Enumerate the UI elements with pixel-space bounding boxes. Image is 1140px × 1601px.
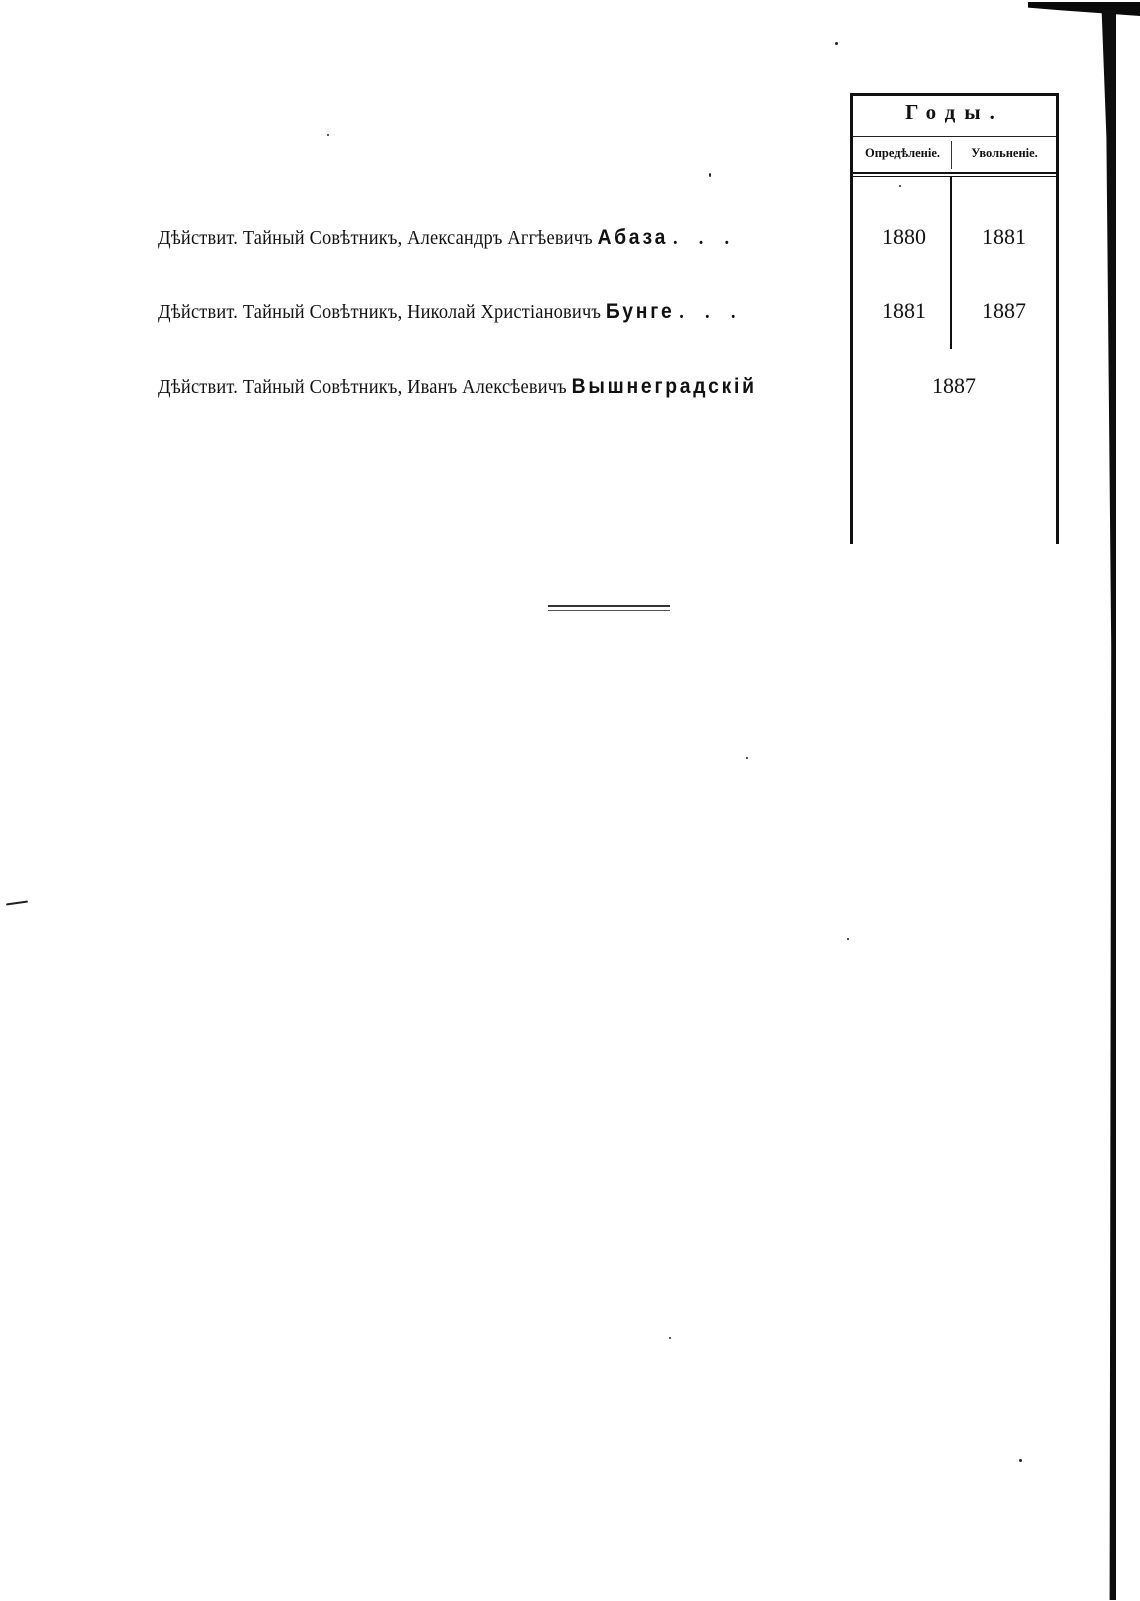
scan-edge-strip: [1100, 10, 1116, 1600]
year-appointed: 1880: [882, 224, 926, 249]
scan-edge-mark: [1028, 2, 1140, 16]
list-item: [158, 226, 788, 250]
body-column-separator: [950, 177, 952, 349]
year-appointed: 1881: [882, 298, 926, 323]
column-header-dismissal: Увольненіе.: [971, 146, 1038, 160]
scan-speck: [899, 185, 901, 187]
surname: Бунге: [605, 300, 675, 323]
scan-speck: [746, 757, 748, 759]
scan-speck: [669, 1337, 671, 1339]
table-title: Годы.: [905, 100, 1004, 124]
column-header-appointment: Опредѣленіе.: [865, 146, 940, 160]
year-appointed: 1887: [932, 373, 976, 398]
scan-speck: [1019, 1459, 1022, 1462]
scan-speck: [847, 938, 849, 940]
given-name: Николай Христіановичъ: [407, 301, 602, 323]
given-name: Иванъ Алексѣевичъ: [407, 376, 567, 398]
year-dismissed: 1881: [982, 224, 1026, 249]
table-double-rule-2: [853, 176, 1056, 177]
table-top-border: [850, 93, 1059, 96]
scan-speck: [835, 42, 838, 45]
closing-rule-bottom: [548, 610, 670, 611]
header-column-separator: [951, 141, 952, 169]
year-dismissed: 1887: [982, 298, 1026, 323]
table-header-divider: [853, 136, 1056, 137]
table-left-border: [850, 94, 853, 544]
dot-leader: . . .: [679, 301, 744, 323]
rank-text: Дѣйствит. Тайный Совѣтникъ,: [158, 301, 403, 323]
scan-speck: [6, 900, 28, 905]
table-double-rule-1: [853, 172, 1056, 174]
scan-speck: [327, 134, 329, 136]
given-name: Александръ Аггѣевичъ: [407, 227, 593, 249]
dot-leader: . . .: [672, 227, 738, 249]
rank-text: Дѣйствит. Тайный Совѣтникъ,: [158, 376, 403, 398]
closing-rule-top: [548, 605, 670, 607]
scan-speck: [709, 173, 711, 177]
list-item: [158, 375, 809, 399]
list-item: [158, 300, 795, 324]
surname: Вышнеградскій: [571, 375, 757, 398]
table-right-border: [1056, 94, 1059, 544]
surname: Абаза: [597, 226, 669, 249]
rank-text: Дѣйствит. Тайный Совѣтникъ,: [158, 227, 403, 249]
